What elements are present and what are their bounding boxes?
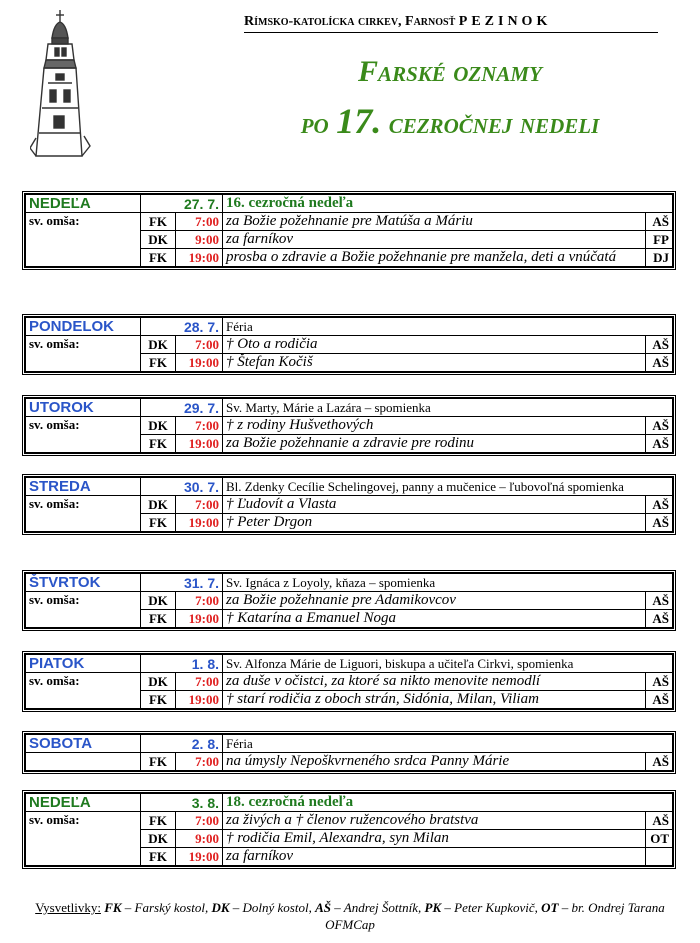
day-block bbox=[22, 651, 676, 712]
church-code: FK bbox=[141, 435, 176, 453]
day-table bbox=[25, 194, 673, 267]
page-title-line1: Farské oznamy bbox=[358, 55, 542, 88]
church-code: DK bbox=[141, 592, 176, 610]
church-code: FK bbox=[141, 753, 176, 771]
mass-row bbox=[26, 592, 673, 610]
day-date: 28. 7. bbox=[141, 318, 223, 336]
church-code: FK bbox=[141, 354, 176, 372]
mass-intention: † Oto a rodičia bbox=[223, 336, 646, 354]
mass-time: 19:00 bbox=[176, 691, 223, 709]
church-code: FK bbox=[141, 812, 176, 830]
church-code: DK bbox=[141, 673, 176, 691]
feast-name: Féria bbox=[223, 318, 673, 336]
day-date: 31. 7. bbox=[141, 574, 223, 592]
mass-intention: † Peter Drgon bbox=[223, 514, 646, 532]
church-code: FK bbox=[141, 691, 176, 709]
legend-label: Vysvetlivky: bbox=[35, 900, 101, 915]
feast-name: 18. cezročná nedeľa bbox=[223, 794, 673, 812]
feast-name: Féria bbox=[223, 735, 673, 753]
title-line2-suffix: cezročnej nedeli bbox=[388, 107, 600, 140]
priest-code: AŠ bbox=[645, 435, 672, 453]
page-title-line2 bbox=[180, 100, 700, 142]
mass-intention: † rodičia Emil, Alexandra, syn Milan bbox=[223, 830, 646, 848]
mass-row bbox=[26, 417, 673, 435]
priest-code: AŠ bbox=[646, 354, 673, 372]
priest-code: AŠ bbox=[646, 812, 673, 830]
mass-time: 7:00 bbox=[176, 417, 223, 435]
day-header-row bbox=[26, 478, 673, 496]
mass-intention: † Ľudovít a Vlasta bbox=[223, 496, 646, 514]
feast-name: Sv. Ignáca z Loyoly, kňaza – spomienka bbox=[223, 574, 673, 592]
priest-code: AŠ bbox=[646, 753, 673, 771]
church-code: DK bbox=[141, 231, 176, 249]
mass-intention: za farníkov bbox=[223, 231, 646, 249]
mass-intention: za duše v očistci, za ktoré sa nikto menovite nemodlí bbox=[223, 673, 646, 691]
mass-time: 7:00 bbox=[176, 496, 223, 514]
priest-code: AŠ bbox=[645, 610, 672, 628]
church-tower-icon bbox=[30, 8, 92, 158]
church-code: FK bbox=[141, 213, 176, 231]
mass-label: sv. omša: bbox=[26, 417, 141, 453]
mass-time: 7:00 bbox=[176, 336, 223, 354]
mass-row bbox=[26, 673, 673, 691]
day-header-row bbox=[26, 399, 673, 417]
mass-intention: za Božie požehnanie pre Adamikovcov bbox=[223, 592, 646, 610]
church-code: DK bbox=[141, 496, 176, 514]
legend-text: br. Ondrej Tarana OFMCap bbox=[325, 900, 665, 932]
mass-label: sv. omša: bbox=[26, 213, 141, 267]
day-name: ŠTVRTOK bbox=[26, 574, 141, 592]
day-header-row bbox=[26, 195, 673, 213]
legend: Vysvetlivky: FK – Farský kostol, DK – Dolný kostol, AŠ – Andrej Šottník, PK – Peter Kupkovič, OT – br. Ondrej Tarana OFMCap bbox=[35, 900, 665, 932]
mass-time: 19:00 bbox=[176, 514, 223, 532]
legend-text: Peter Kupkovič bbox=[454, 900, 535, 915]
priest-code: AŠ bbox=[645, 673, 672, 691]
day-table bbox=[25, 398, 673, 453]
mass-time: 7:00 bbox=[176, 812, 223, 830]
day-block bbox=[22, 790, 676, 869]
legend-abbr: FK bbox=[104, 900, 122, 915]
legend-text: Dolný kostol bbox=[242, 900, 309, 915]
church-code: FK bbox=[141, 848, 176, 866]
parish-prefix: Rímsko-katolícka cirkev, Farnosť bbox=[244, 14, 456, 29]
day-name: PIATOK bbox=[26, 655, 141, 673]
priest-code: AŠ bbox=[645, 592, 672, 610]
mass-row bbox=[26, 812, 673, 830]
mass-time: 9:00 bbox=[176, 231, 223, 249]
legend-abbr: PK bbox=[424, 900, 442, 915]
legend-abbr: OT bbox=[541, 900, 559, 915]
church-code: FK bbox=[141, 514, 176, 532]
title-line2-prefix: po bbox=[300, 107, 329, 140]
priest-code: AŠ bbox=[646, 514, 673, 532]
feast-name: Sv. Marty, Márie a Lazára – spomienka bbox=[223, 399, 673, 417]
feast-name: Sv. Alfonza Márie de Liguori, biskupa a učiteľa Cirkvi, spomienka bbox=[223, 655, 673, 673]
day-table bbox=[25, 477, 673, 532]
day-name: NEDEĽA bbox=[26, 195, 141, 213]
priest-code: OT bbox=[646, 830, 673, 848]
church-code: DK bbox=[141, 830, 176, 848]
day-date: 3. 8. bbox=[141, 794, 223, 812]
parish-name: PEZINOK bbox=[458, 14, 552, 29]
day-block bbox=[22, 395, 676, 456]
mass-row bbox=[26, 753, 673, 771]
mass-time: 9:00 bbox=[176, 830, 223, 848]
day-name: NEDEĽA bbox=[26, 794, 141, 812]
mass-intention: za živých a † členov ružencového bratstva bbox=[223, 812, 646, 830]
feast-name: Bl. Zdenky Cecílie Schelingovej, panny a mučenice – ľubovoľná spomienka bbox=[223, 478, 673, 496]
mass-label: sv. omša: bbox=[26, 592, 141, 628]
mass-time: 7:00 bbox=[176, 753, 223, 771]
legend-abbr: AŠ bbox=[315, 900, 331, 915]
mass-time: 19:00 bbox=[176, 249, 223, 267]
mass-time: 7:00 bbox=[176, 673, 223, 691]
day-header-row bbox=[26, 655, 673, 673]
mass-row bbox=[26, 496, 673, 514]
mass-intention: za Božie požehnanie a zdravie pre rodinu bbox=[223, 435, 646, 453]
day-name: SOBOTA bbox=[26, 735, 141, 753]
mass-label: sv. omša: bbox=[26, 496, 141, 532]
day-header-row bbox=[26, 574, 673, 592]
church-code: DK bbox=[141, 336, 176, 354]
day-header-row bbox=[26, 735, 673, 753]
day-block bbox=[22, 570, 676, 631]
day-table bbox=[25, 654, 673, 709]
mass-intention: † z rodiny Hušvethových bbox=[223, 417, 646, 435]
mass-intention: za Božie požehnanie pre Matúša a Máriu bbox=[223, 213, 646, 231]
mass-row bbox=[26, 336, 673, 354]
legend-text: Andrej Šottník bbox=[343, 900, 419, 915]
mass-time: 19:00 bbox=[176, 610, 223, 628]
mass-intention: za farníkov bbox=[223, 848, 646, 866]
priest-code: FP bbox=[646, 231, 673, 249]
day-name: UTOROK bbox=[26, 399, 141, 417]
title-line2-number: 17. bbox=[336, 101, 382, 141]
day-date: 27. 7. bbox=[141, 195, 223, 213]
day-block bbox=[22, 731, 676, 774]
priest-code: AŠ bbox=[646, 336, 673, 354]
day-table bbox=[25, 734, 673, 771]
day-header-row bbox=[26, 794, 673, 812]
feast-name: 16. cezročná nedeľa bbox=[223, 195, 673, 213]
church-code: FK bbox=[141, 249, 176, 267]
day-name: PONDELOK bbox=[26, 318, 141, 336]
mass-time: 19:00 bbox=[176, 354, 223, 372]
mass-intention: † starí rodičia z oboch strán, Sidónia, Milan, Viliam bbox=[223, 691, 646, 709]
priest-code: AŠ bbox=[646, 496, 673, 514]
legend-text: Farský kostol bbox=[134, 900, 205, 915]
priest-code: AŠ bbox=[645, 417, 672, 435]
mass-time: 19:00 bbox=[176, 435, 223, 453]
mass-label: sv. omša: bbox=[26, 336, 141, 372]
day-block bbox=[22, 314, 676, 375]
day-date: 1. 8. bbox=[141, 655, 223, 673]
mass-time: 19:00 bbox=[176, 848, 223, 866]
mass-intention: † Štefan Kočiš bbox=[223, 354, 646, 372]
legend-abbr: DK bbox=[211, 900, 230, 915]
day-table bbox=[25, 573, 673, 628]
mass-label: sv. omša: bbox=[26, 673, 141, 709]
mass-row bbox=[26, 213, 673, 231]
mass-intention: na úmysly Nepoškvrneného srdca Panny Márie bbox=[223, 753, 646, 771]
priest-code bbox=[646, 848, 673, 866]
day-table bbox=[25, 317, 673, 372]
day-block bbox=[22, 474, 676, 535]
priest-code: AŠ bbox=[645, 691, 672, 709]
day-date: 2. 8. bbox=[141, 735, 223, 753]
day-table bbox=[25, 793, 673, 866]
mass-label: sv. omša: bbox=[26, 812, 141, 866]
mass-time: 7:00 bbox=[176, 213, 223, 231]
priest-code: AŠ bbox=[646, 213, 673, 231]
parish-header bbox=[244, 14, 658, 33]
day-date: 30. 7. bbox=[141, 478, 223, 496]
day-date: 29. 7. bbox=[141, 399, 223, 417]
mass-intention: prosba o zdravie a Božie požehnanie pre manžela, deti a vnúčatá bbox=[223, 249, 646, 267]
day-name: STREDA bbox=[26, 478, 141, 496]
priest-code: DJ bbox=[646, 249, 673, 267]
mass-label bbox=[26, 753, 141, 771]
church-code: FK bbox=[141, 610, 176, 628]
mass-time: 7:00 bbox=[176, 592, 223, 610]
church-code: DK bbox=[141, 417, 176, 435]
mass-intention: † Katarína a Emanuel Noga bbox=[223, 610, 646, 628]
day-header-row bbox=[26, 318, 673, 336]
day-block bbox=[22, 191, 676, 270]
